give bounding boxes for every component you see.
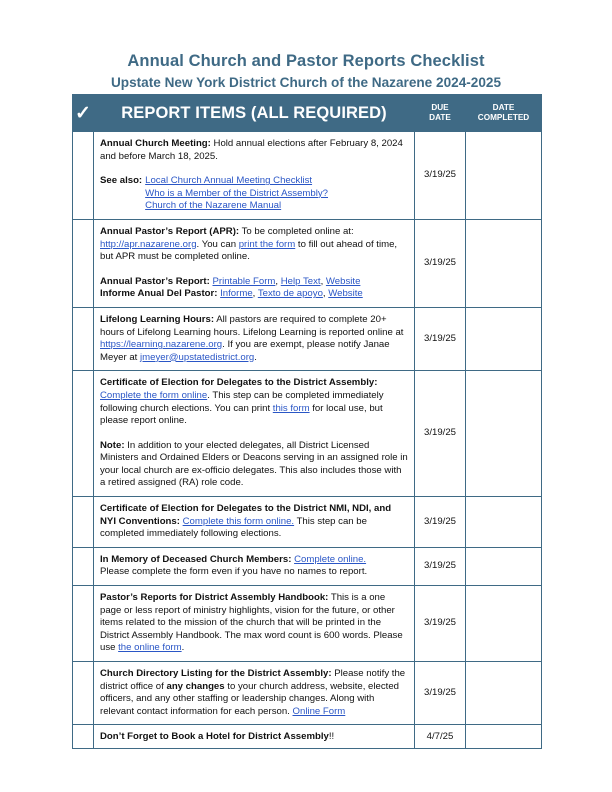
item-cell — [94, 219, 415, 307]
table-row — [73, 219, 542, 307]
checkbox-cell[interactable] — [73, 497, 94, 548]
column-header-due-date — [415, 95, 466, 132]
checkbox-cell[interactable] — [73, 132, 94, 220]
item-text: . — [254, 351, 257, 363]
checklist-table — [72, 94, 542, 749]
date-completed-cell[interactable] — [466, 307, 542, 370]
link-email-jmeyer[interactable]: jmeyer@upstatedistrict.org — [140, 351, 255, 363]
due-date: 3/19/25 — [415, 586, 466, 662]
due-date: 3/19/25 — [415, 547, 466, 585]
link-complete-form-online[interactable]: Complete the form online — [100, 389, 208, 401]
table-row — [73, 662, 542, 725]
page-title: Annual Church and Pastor Reports Checklist — [127, 52, 485, 70]
link-website-en[interactable]: Website — [325, 275, 361, 287]
due-header-line1: DUE — [431, 103, 449, 112]
item-cell — [94, 547, 415, 585]
link-print-the-form[interactable]: print the form — [238, 238, 296, 250]
item-title: Lifelong Learning Hours: — [100, 313, 215, 325]
table-row — [73, 307, 542, 370]
link-complete-online[interactable]: Complete online. — [294, 553, 367, 565]
due-date: 3/19/25 — [415, 219, 466, 307]
date-completed-cell[interactable] — [466, 547, 542, 585]
item-title: Pastor’s Reports for District Assembly Handbook: — [100, 592, 329, 604]
checkmark-icon: ✓ — [73, 95, 94, 132]
link-complete-this-form-online[interactable]: Complete this form online. — [182, 515, 295, 527]
item-title: Church Directory Listing for the District Assembly: — [100, 668, 332, 679]
date-completed-cell[interactable] — [466, 132, 542, 220]
apr-english-label: Annual Pastor’s Report: — [100, 275, 210, 287]
link-the-online-form[interactable]: the online form — [118, 642, 182, 654]
link-texto-de-apoyo[interactable]: Texto de apoyo — [257, 288, 323, 300]
separator: , — [320, 275, 326, 287]
item-text: for local use, but please report online. — [100, 402, 383, 427]
checkbox-cell[interactable] — [73, 725, 94, 749]
completed-header-line2: COMPLETED — [477, 113, 530, 122]
table-row — [73, 132, 542, 220]
due-date: 4/7/25 — [415, 725, 466, 749]
page-subtitle: Upstate New York District Church of the Nazarene 2024-2025 — [110, 75, 502, 90]
table-row — [73, 586, 542, 662]
table-row — [73, 725, 542, 749]
due-date: 3/19/25 — [415, 371, 466, 497]
link-printable-form[interactable]: Printable Form — [212, 275, 276, 287]
date-completed-cell[interactable] — [466, 497, 542, 548]
link-informe[interactable]: Informe — [220, 288, 253, 300]
item-text: . This step can be completed immediately following church elections. You can print — [100, 389, 384, 414]
item-cell — [94, 307, 415, 370]
note-label: Note: — [100, 439, 125, 451]
due-date: 3/19/25 — [415, 132, 466, 220]
item-text: Hold annual elections after February 8, 2024 and before March 18, 2025. — [100, 138, 403, 162]
checkbox-cell[interactable] — [73, 307, 94, 370]
item-text: . If you are exempt, please notify Janae Meyer at — [100, 339, 390, 363]
due-date: 3/19/25 — [415, 307, 466, 370]
item-title: Don’t Forget to Book a Hotel for District Assembly — [100, 730, 329, 742]
item-text: Please notify the district office of — [100, 668, 406, 692]
checkbox-cell[interactable] — [73, 371, 94, 497]
link-apr-website[interactable]: http://apr.nazarene.org — [100, 238, 197, 250]
item-text: This step can be completed immediately following elections. — [100, 515, 367, 540]
table-row — [73, 371, 542, 497]
link-local-church-meeting-checklist[interactable]: Local Church Annual Meeting Checklist — [145, 175, 313, 187]
item-cell — [94, 371, 415, 497]
item-text: !! — [328, 730, 335, 742]
see-also-label: See also: — [100, 175, 143, 187]
item-title: Certificate of Election for Delegates to the District NMI, NDI, and NYI Conventions: — [100, 503, 392, 527]
date-completed-cell[interactable] — [466, 662, 542, 725]
date-completed-cell[interactable] — [466, 586, 542, 662]
table-header-row — [73, 95, 542, 132]
item-cell — [94, 725, 415, 749]
date-completed-cell[interactable] — [466, 371, 542, 497]
due-header-line2: DATE — [429, 113, 451, 122]
column-header-items: REPORT ITEMS (ALL REQUIRED) — [94, 95, 415, 132]
item-text: to fill out ahead of time, but APR must be completed online. — [100, 238, 398, 263]
checkbox-cell[interactable] — [73, 586, 94, 662]
separator: , — [322, 288, 329, 300]
column-header-date-completed — [466, 95, 542, 132]
date-completed-cell[interactable] — [466, 219, 542, 307]
link-this-form[interactable]: this form — [272, 402, 310, 414]
item-text: Please complete the form even if you have no names to report. — [100, 566, 368, 578]
item-title: Certificate of Election for Delegates to the District Assembly: — [100, 377, 378, 389]
due-date: 3/19/25 — [415, 662, 466, 725]
table-row — [73, 547, 542, 585]
checkbox-cell[interactable] — [73, 662, 94, 725]
item-emphasis: any changes — [166, 680, 225, 692]
item-cell — [94, 662, 415, 725]
item-cell — [94, 497, 415, 548]
separator: , — [275, 275, 281, 287]
item-text: to your church address, website, elected officers, and any other staffing or leadership changes. Along with relevant contact information for each person. — [100, 680, 399, 717]
item-text: . — [181, 642, 185, 654]
item-text: This is a one page or less report of ministry highlights, vision for the future, or other items related to the mission of the church that will be printed in the District Assembly Handbook. The max word count is 600 words. Please use — [100, 592, 403, 654]
item-title: Annual Church Meeting: — [100, 138, 211, 149]
link-district-assembly-member[interactable]: Who is a Member of the District Assembly? — [145, 187, 329, 199]
checkbox-cell[interactable] — [73, 219, 94, 307]
separator: , — [252, 288, 258, 300]
item-text: All pastors are required to complete 20+ hours of Lifelong Learning hours. Lifelong Learning is reported online at — [100, 313, 404, 338]
date-completed-cell[interactable] — [466, 725, 542, 749]
link-help-text[interactable]: Help Text — [280, 275, 321, 287]
checkbox-cell[interactable] — [73, 547, 94, 585]
table-row — [73, 497, 542, 548]
item-title: In Memory of Deceased Church Members: — [100, 553, 292, 565]
item-cell — [94, 132, 415, 220]
due-date: 3/19/25 — [415, 497, 466, 548]
note-text: In addition to your elected delegates, all District Licensed Ministers and Ordained Elders or Deacons serving in an assigned role in your local church are ex-officio delegates. This also includes those with a retired assigned (RA) role code. — [100, 439, 408, 489]
link-website-es[interactable]: Website — [328, 288, 363, 300]
item-title: Annual Pastor’s Report (APR): — [100, 225, 240, 237]
link-directory-online-form[interactable]: Online Form — [292, 705, 346, 717]
link-nazarene-manual[interactable]: Church of the Nazarene Manual — [145, 200, 282, 212]
item-cell — [94, 586, 415, 662]
link-learning-nazarene[interactable]: https://learning.nazarene.org — [100, 339, 223, 351]
apr-spanish-label: Informe Anual Del Pastor: — [100, 288, 218, 300]
completed-header-line1: DATE — [492, 103, 515, 112]
item-text: To be completed online at: — [239, 225, 354, 237]
item-text: . You can — [196, 238, 239, 250]
